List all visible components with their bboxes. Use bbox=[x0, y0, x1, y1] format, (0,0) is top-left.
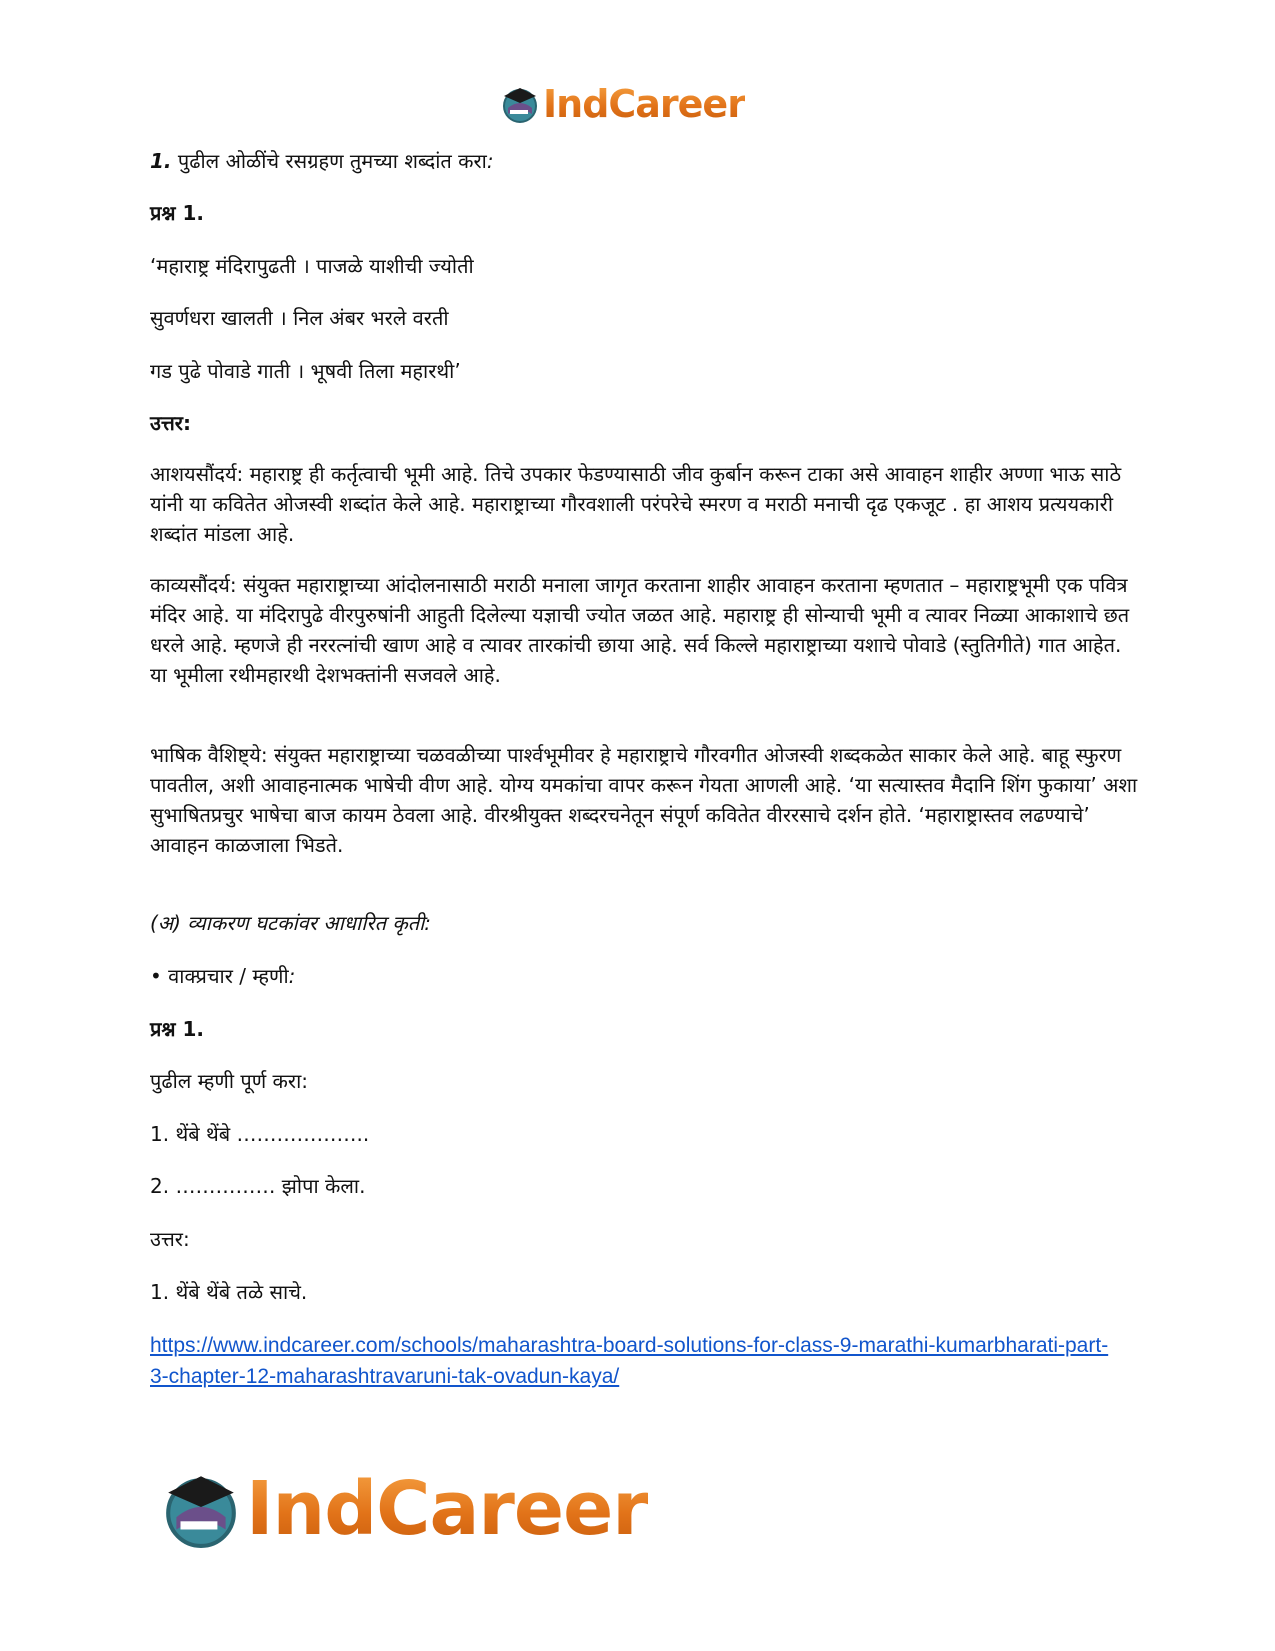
footer-logo bbox=[160, 1460, 648, 1558]
graduation-cap-globe-icon bbox=[160, 1468, 242, 1550]
logo-text: IndCareer bbox=[543, 82, 745, 126]
answer-item-1: 1. थेंबे थेंबे तळे साचे. bbox=[150, 1280, 308, 1304]
header-logo bbox=[500, 78, 745, 130]
poem-line-3: गड पुढे पोवाडे गाती । भूषवी तिला महारथी’ bbox=[150, 359, 461, 383]
paragraph-ashay: आशयसौंदर्य: महाराष्ट्र ही कर्तृत्वाची भूमी आहे. तिचे उपकार फेडण्यासाठी जीव कुर्बान करून टाका असे आवाहन शाहीर अण्णा भाऊ साठे यांनी या कवितेत ओजस्वी शब्दांत केले आहे. महाराष्ट्राच्या गौरवशाली परंपरेचे स्मरण व मराठी मनाची दृढ एकजूट . हा आशय प्रत्ययकारी शब्दांत मांडला आहे. bbox=[150, 462, 1122, 546]
paragraph-bhashik: भाषिक वैशिष्ट्ये: संयुक्त महाराष्ट्राच्या चळवळीच्या पार्श्वभूमीवर हे महाराष्ट्राचे गौरवगीत ओजस्वी शब्दकळेत साकार केले आहे. बाहू स्फुरण पावतील, अशी आवाहनात्मक भाषेची वीण आहे. योग्य यमकांचा वापर करून गेयता आणली आहे. ‘या सत्यास्तव मैदानि शिंग फुकाया’ अशा सुभाषितप्रचुर भाषेचा बाज कायम ठेवला आहे. वीरश्रीयुक्त शब्दरचनेतून संपूर्ण कवितेत वीररसाचे दर्शन होते. ‘महाराष्ट्रास्तव लढण्याचे’ आवाहन काळजाला भिडते. bbox=[150, 743, 1138, 857]
poem-line-2: सुवर्णधरा खालती । निल अंबर भरले वरती bbox=[150, 306, 449, 330]
question-label-2: प्रश्न 1. bbox=[150, 1017, 204, 1041]
grammar-heading: (अ) व्याकरण घटकांवर आधारित कृती: bbox=[150, 911, 432, 935]
fill-item-1: 1. थेंबे थेंबे ……………….. bbox=[150, 1122, 370, 1146]
question-label: प्रश्न 1. bbox=[150, 201, 204, 225]
question-text-2: पुढील म्हणी पूर्ण करा: bbox=[150, 1069, 309, 1093]
fill-item-2: 2. …………… झोपा केला. bbox=[150, 1174, 366, 1198]
logo-text: IndCareer bbox=[246, 1466, 648, 1552]
question-heading: 1. पुढील ओळींचे रसग्रहण तुमच्या शब्दांत करा: bbox=[150, 149, 494, 173]
answer-label: उत्तर: bbox=[150, 411, 191, 435]
paragraph-kavya: काव्यसौंदर्य: संयुक्त महाराष्ट्राच्या आंदोलनासाठी मराठी मनाला जागृत करताना शाहीर आवाहन करताना म्हणतात – महाराष्ट्रभूमी एक पवित्र मंदिर आहे. या मंदिरापुढे वीरपुरुषांनी आहुती दिलेल्या यज्ञाची ज्योत जळत आहे. महाराष्ट्र ही सोन्याची भूमी व त्यावर निळ्या आकाशाचे छत धरले आहे. म्हणजे ही नररत्नांची खाण आहे व त्यावर तारकांची छाया आहे. सर्व किल्ले महाराष्ट्राच्या यशाचे पोवाडे (स्तुतिगीते) गात आहेत. या भूमीला रथीमहारथी देशभक्तांनी सजवले आहे. bbox=[150, 573, 1130, 687]
answer-label-2: उत्तर: bbox=[150, 1227, 190, 1251]
graduation-cap-globe-icon bbox=[500, 84, 540, 124]
source-link[interactable]: https://www.indcareer.com/schools/maharashtra-board-solutions-for-class-9-marathi-kumarbharati-part-3-chapter-12-maharashtravaruni-tak-ovadun-kaya/ bbox=[150, 1334, 1109, 1388]
bullet-item: • वाक्प्रचार / म्हणी: bbox=[150, 964, 296, 988]
poem-line-1: ‘महाराष्ट्र मंदिरापुढती । पाजळे याशीची ज्योती bbox=[150, 254, 474, 278]
